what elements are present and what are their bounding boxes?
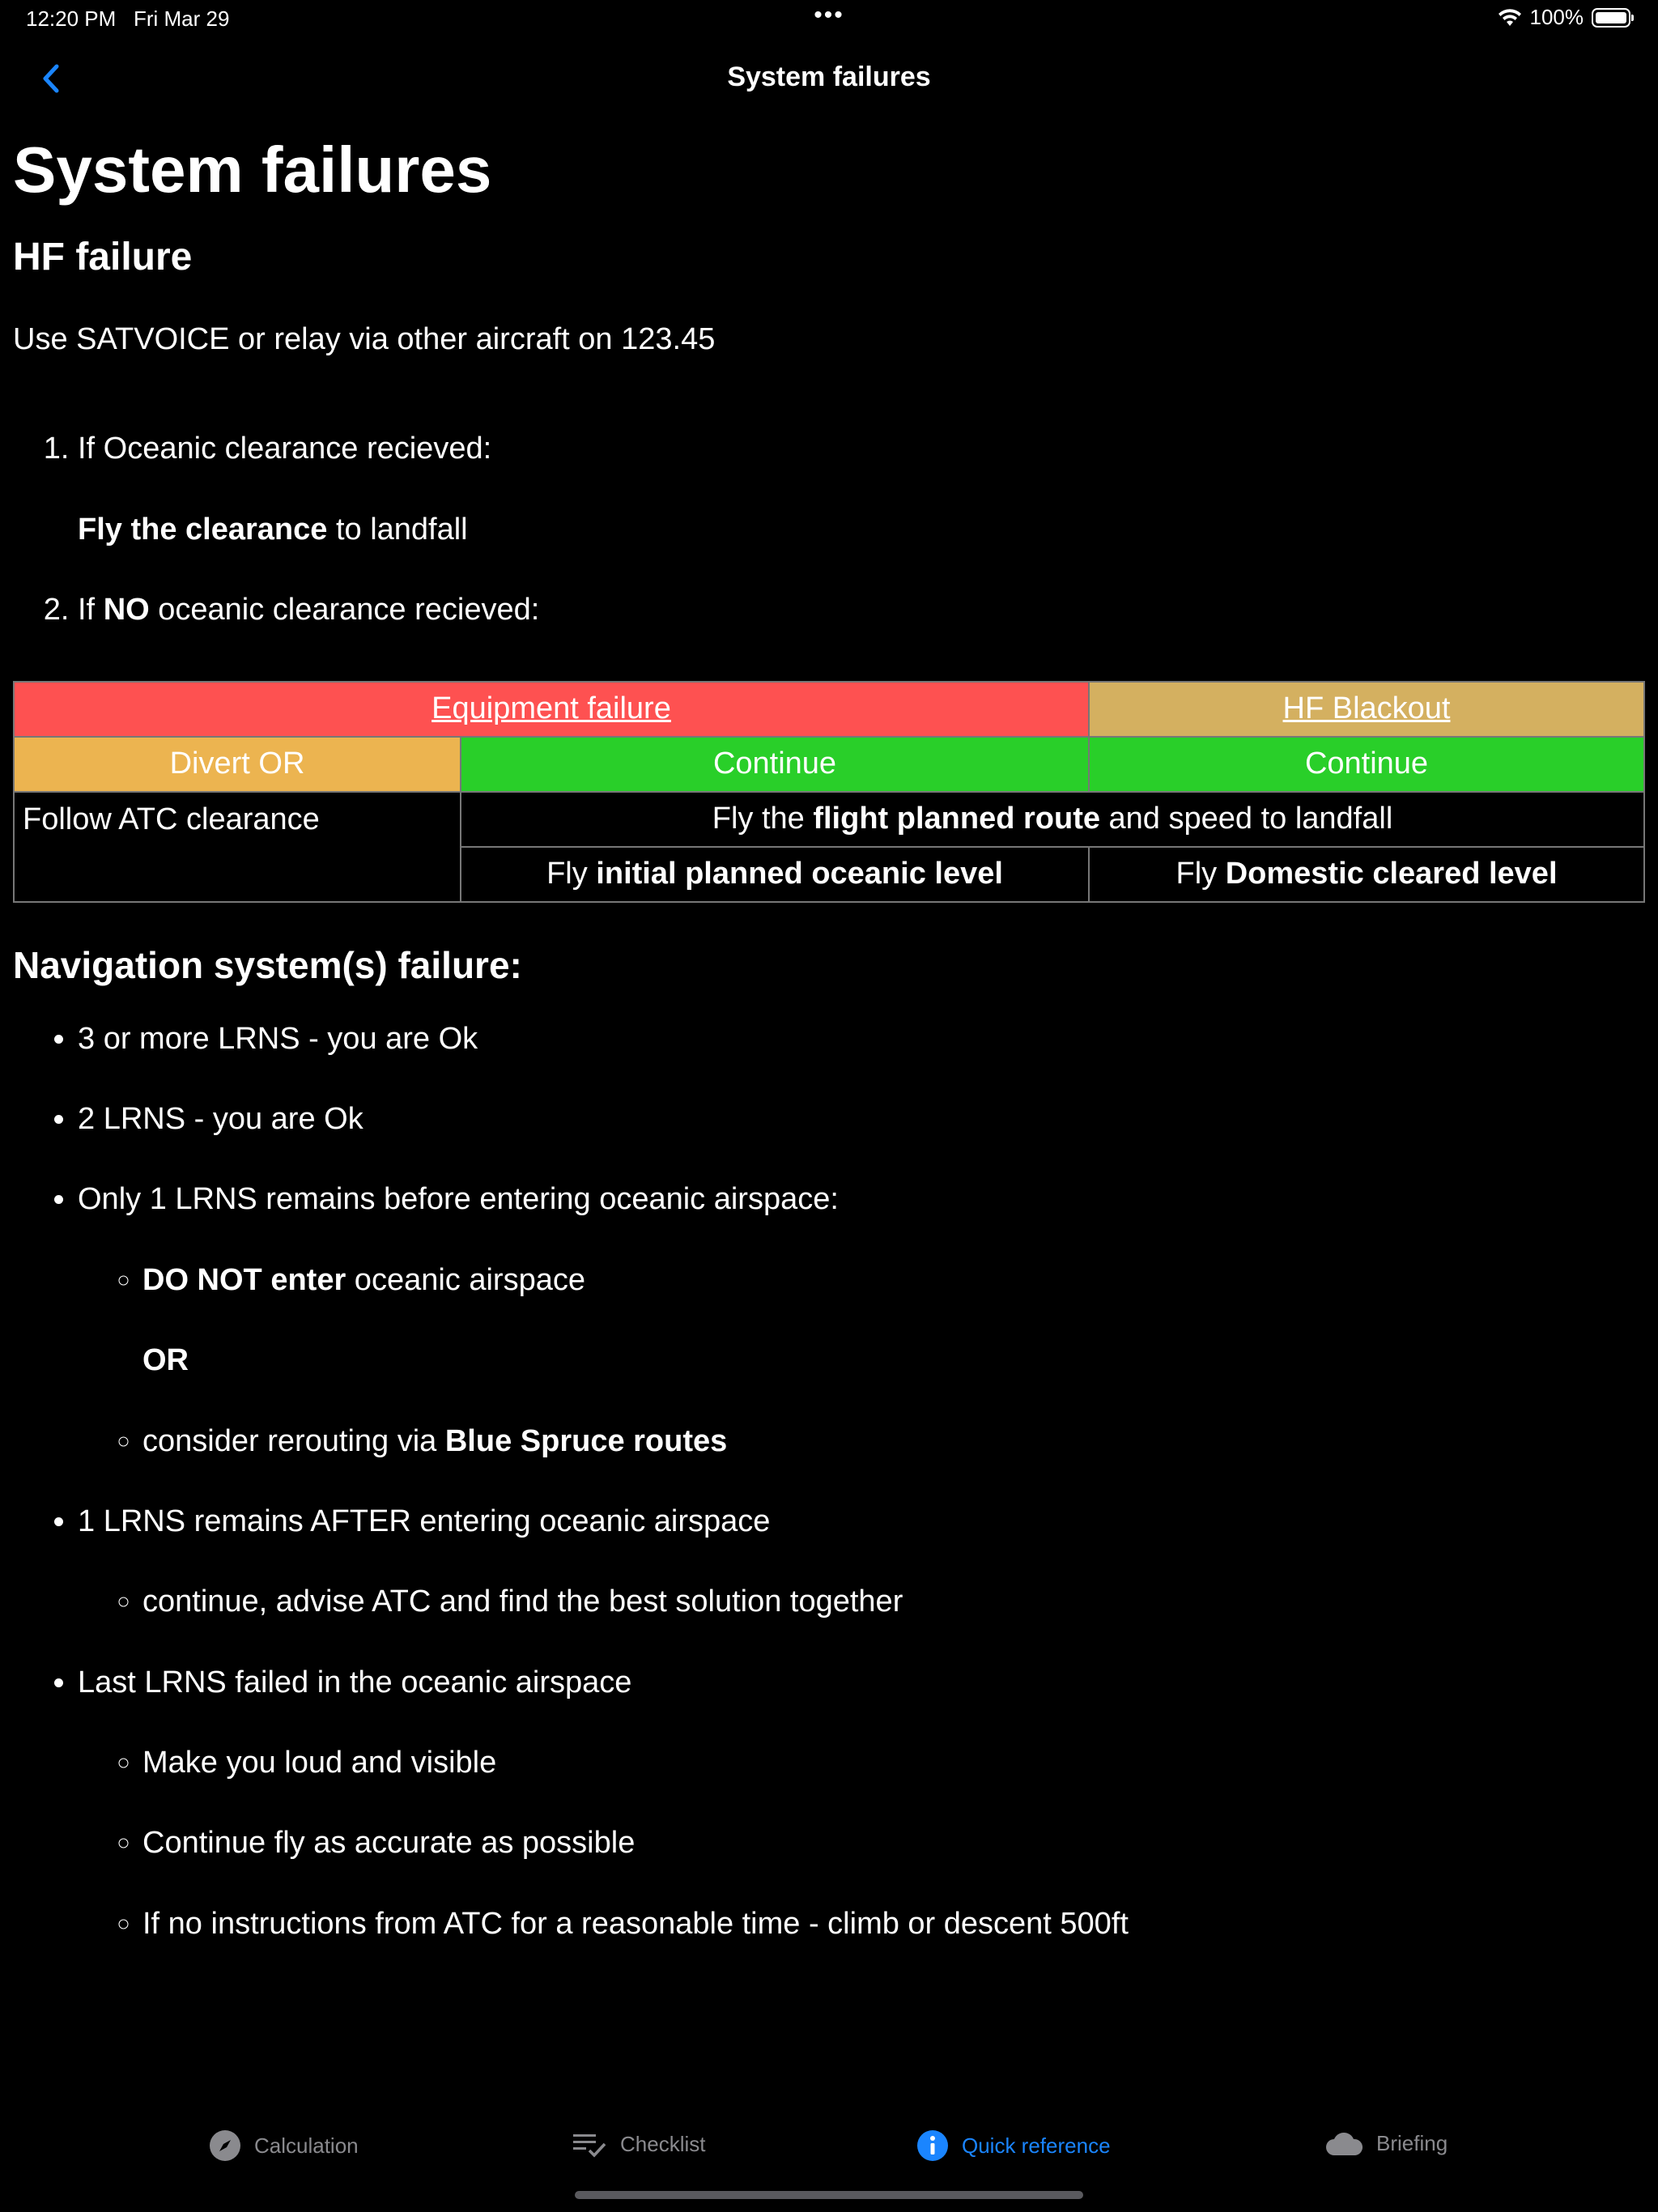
tab-label: Checklist [620, 2131, 706, 2156]
battery-percent: 100% [1529, 5, 1584, 29]
domestic-level-cell: Fly Domestic cleared level [1089, 847, 1644, 902]
hf-blackout-cell [1089, 682, 1644, 737]
hf-failure-heading: HF failure [13, 236, 193, 279]
sub-list [78, 1743, 1645, 1944]
divert-cell: Divert OR [14, 737, 461, 792]
continue-cell: Continue [1089, 737, 1644, 792]
tab-label: Quick reference [962, 2133, 1111, 2158]
list-item: • 3 or more LRNS - you are Ok [78, 1019, 1645, 1059]
wifi-icon [1498, 8, 1522, 28]
continue-cell: Continue [461, 737, 1089, 792]
navigation-list [13, 1019, 1645, 1945]
multitasking-dots-icon[interactable]: ••• [814, 2, 844, 28]
sub-list [78, 1582, 1645, 1622]
status-date: Fri Mar 29 [133, 6, 230, 31]
tab-quick-reference[interactable] [916, 2129, 1111, 2162]
list-item: • Last LRNS failed in the oceanic airspace ◦ Make you loud and visible ◦ Continue fly as accurate as possible ◦ If no instructions from ATC for a reasonable time - climb or descent 500ft [78, 1663, 1645, 1945]
flight-planned-route-cell: Fly the flight planned route and speed to landfall [461, 792, 1644, 847]
tab-briefing[interactable] [1324, 2129, 1448, 2157]
tab-calculation[interactable] [209, 2129, 359, 2162]
list-item-sub: Fly the clearance to landfall [78, 512, 468, 547]
table-row [14, 682, 1644, 737]
status-right [1498, 5, 1631, 30]
compass-icon [209, 2129, 241, 2162]
list-item: ◦ DO NOT enter oceanic airspace [142, 1261, 1645, 1300]
hf-blackout-link[interactable]: HF Blackout [1282, 691, 1451, 726]
tab-checklist[interactable] [572, 2129, 705, 2159]
list-item: • Only 1 LRNS remains before entering oceanic airspace: ◦ DO NOT enter oceanic airspace OR ◦ consider rerouting via Blue Spruce routes [78, 1180, 1645, 1461]
follow-atc-cell: Follow ATC clearance [14, 792, 461, 902]
list-item: ◦ If no instructions from ATC for a reasonable time - climb or descent 500ft [142, 1904, 1645, 1944]
checklist-icon [572, 2129, 607, 2159]
navigation-bar [0, 49, 1658, 110]
table-row [14, 792, 1644, 847]
list-item: ◦ Continue fly as accurate as possible [142, 1823, 1645, 1863]
tab-label: Calculation [254, 2133, 359, 2158]
info-icon [916, 2129, 949, 2162]
list-item: 2. If NO oceanic clearance recieved: [78, 590, 1645, 630]
battery-icon [1592, 8, 1630, 28]
hf-intro: Use SATVOICE or relay via other aircraft on 123.45 [13, 322, 716, 356]
list-item: • 1 LRNS remains AFTER entering oceanic airspace ◦ continue, advise ATC and find the best solution together [78, 1502, 1645, 1623]
failure-table [13, 681, 1645, 903]
nav-title: System failures [727, 62, 931, 92]
initial-level-cell: Fly initial planned oceanic level [461, 847, 1089, 902]
page-title: System failures [13, 134, 492, 206]
list-item: • 2 LRNS - you are Ok [78, 1100, 1645, 1139]
list-item: ◦ consider rerouting via Blue Spruce routes [142, 1422, 1645, 1461]
hf-procedure-list [13, 429, 1645, 630]
list-item: ◦ continue, advise ATC and find the best solution together [142, 1582, 1645, 1622]
navigation-failure-heading: Navigation system(s) failure: [13, 943, 522, 986]
list-item: 1. If Oceanic clearance recieved: Fly the clearance to landfall [78, 429, 1645, 550]
list-item: ◦ Make you loud and visible [142, 1743, 1645, 1783]
tab-label: Briefing [1376, 2130, 1448, 2155]
equipment-failure-link[interactable]: Equipment failure [432, 691, 671, 726]
or-label: OR [142, 1343, 189, 1378]
cloud-icon [1324, 2129, 1363, 2157]
status-bar [0, 0, 1658, 40]
content [13, 121, 1645, 1984]
table-row [14, 737, 1644, 792]
home-indicator[interactable] [575, 2191, 1083, 2199]
sub-list [78, 1261, 1645, 1461]
equipment-failure-cell [14, 682, 1089, 737]
status-time: 12:20 PM Fri Mar 29 [26, 6, 230, 31]
